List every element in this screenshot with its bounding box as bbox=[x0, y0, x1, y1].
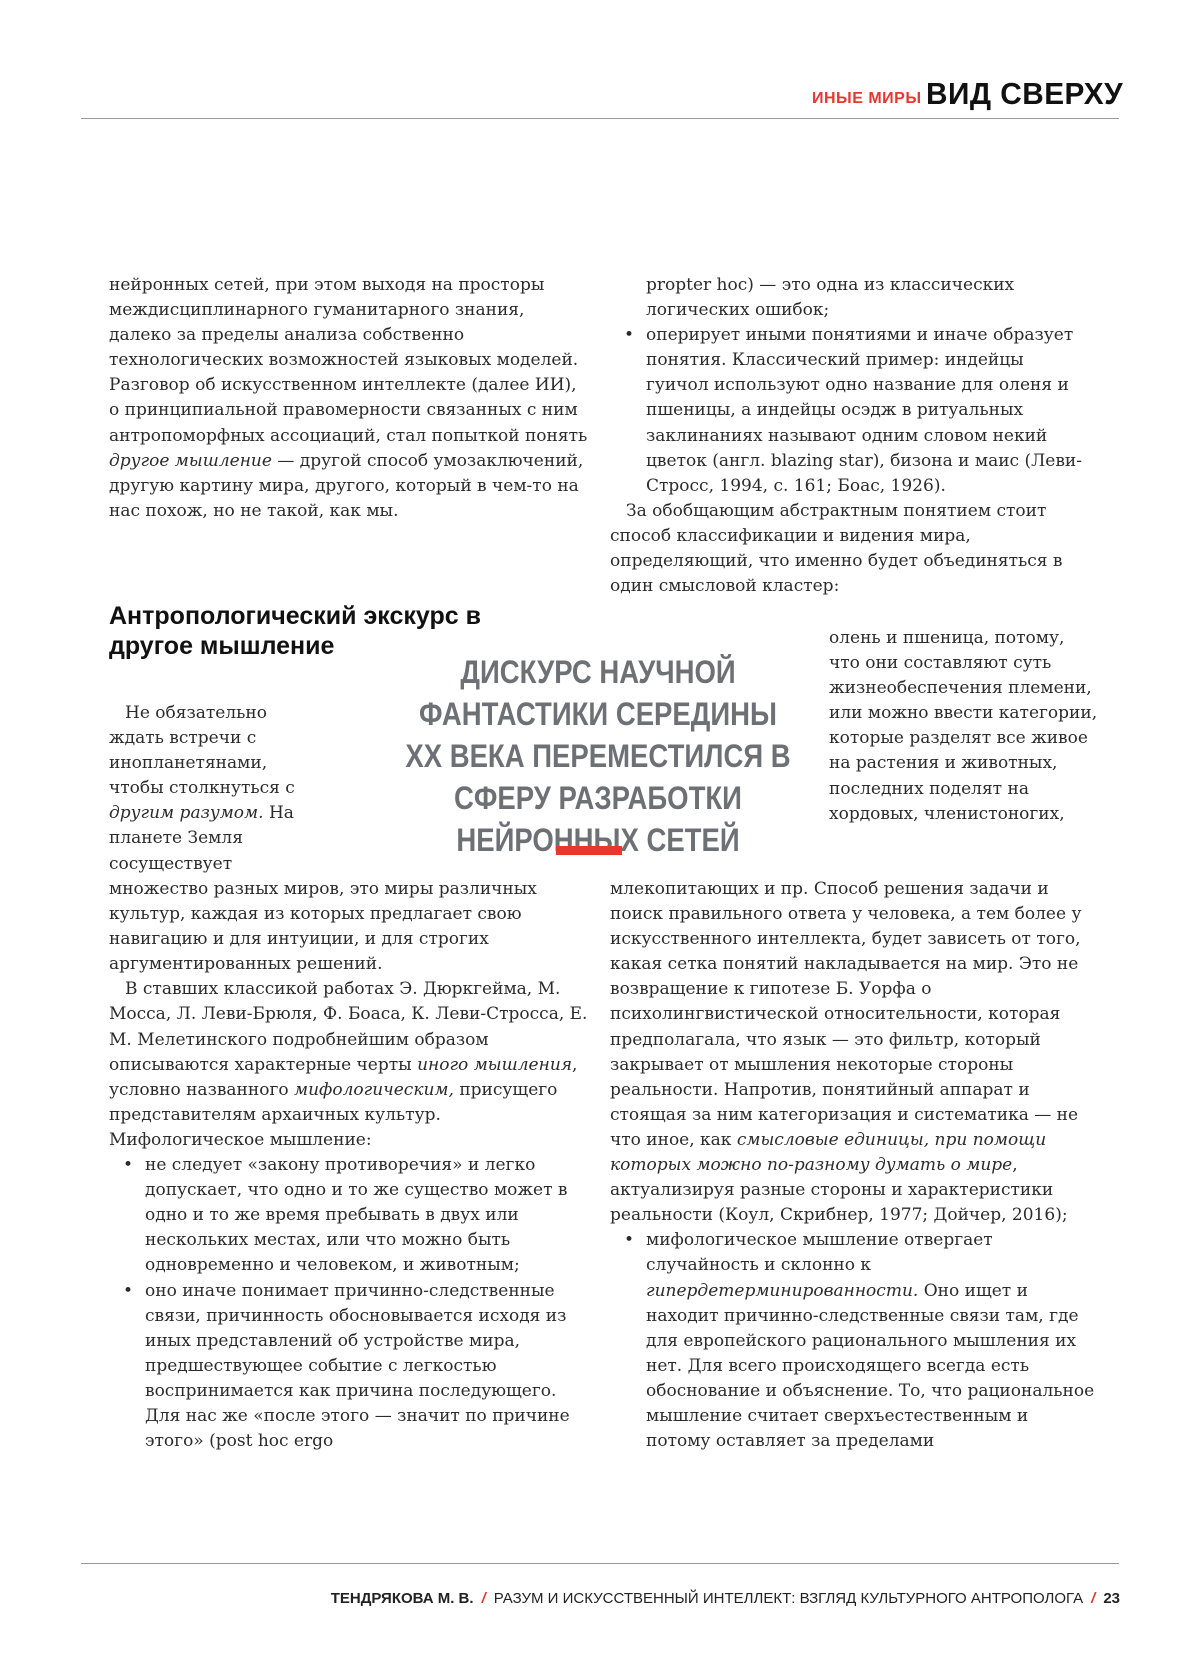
pull-quote: ДИСКУРС НАУЧНОЙ ФАНТАСТИКИ СЕРЕДИНЫ XX ВЕКА ПЕРЕМЕСТИЛСЯ В СФЕРУ РАЗРАБОТКИ НЕЙРОННЫХ СЕТЕЙ bbox=[404, 651, 793, 861]
list-item: • не следует «закону противоречия» и легко допускает, что одно и то же существо может в одно и то же время пребывать в двух или нескольких местах, или что можно быть одновременно и человеком, и животным; bbox=[109, 1153, 595, 1278]
footer-author: ТЕНДРЯКОВА М. В. bbox=[331, 1590, 474, 1607]
header-rule bbox=[81, 118, 1119, 119]
right-top-text bbox=[610, 273, 1090, 599]
slash-divider-icon: / bbox=[474, 1590, 494, 1607]
right-narrow-paragraph: олень и пшеница, потому, что они составляют суть жизнеобеспечения племени, или можно ввести категории, которые разделят все живое на растения и животных, последних поделят на хордовых, членистоногих, bbox=[829, 626, 1099, 827]
list-item: • оперирует иными понятиями и иначе образует понятия. Классический пример: индейцы гуичол используют одно название для оленя и пшеницы, а индейцы осэдж в ритуальных заклинаниях называют одним словом некий цветок (англ. blazing star), бизона и маис (Леви-Стросс, 1994, с. 161; Боас, 1926). bbox=[610, 323, 1090, 499]
pull-quote-accent-bar bbox=[556, 846, 622, 855]
section-heading: Антропологический экскурс в другое мышление bbox=[109, 601, 509, 661]
emphasis-other-mind: другим разумом. bbox=[109, 803, 264, 823]
rubric-label: ИНЫЕ МИРЫ bbox=[812, 90, 922, 108]
section-title: ВИД СВЕРХУ bbox=[926, 76, 1123, 112]
page-footer bbox=[331, 1590, 1120, 1607]
footer-rule bbox=[81, 1563, 1119, 1564]
footer-article-title: РАЗУМ И ИСКУССТВЕННЫЙ ИНТЕЛЛЕКТ: ВЗГЛЯД КУЛЬТУРНОГО АНТРОПОЛОГА bbox=[494, 1590, 1083, 1607]
right-main-text bbox=[610, 877, 1096, 1454]
left-narrow-paragraph: Не обязательно ждать встречи с инопланетянами, чтобы столкнуться с другим разумом. На планете Земля сосуществует bbox=[109, 701, 299, 877]
intro-paragraph: нейронных сетей, при этом выходя на просторы междисциплинарного гуманитарного знания, далеко за пределы анализа собственно технологических возможностей языковых моделей. Разговор об искусственном интеллекте (далее ИИ), о принципиальной правомерности связанных с ним антропоморфных ассоциаций, стал попыткой понять другое мышление — другой способ умозаключений, другую картину мира, другого, который в чем-то на нас похож, но не такой, как мы. bbox=[109, 273, 589, 524]
worlds-paragraph: множество разных миров, это миры различных культур, каждая из которых предлагает свою навигацию и для интуиции, и для строгих аргументированных решений. bbox=[109, 877, 595, 977]
list-item: • мифологическое мышление отвергает случайность и склонно к гипердетерминированности. Оно ищет и находит причинно-следственные связи там, где для европейского рационального мышления их нет. Для всего происходящего всегда есть обоснование и объяснение. То, что рациональное мышление считает сверхъестественным и потому оставляет за пределами bbox=[610, 1228, 1096, 1454]
left-top-paragraph bbox=[109, 273, 589, 524]
slash-divider-icon: / bbox=[1083, 1590, 1103, 1607]
list-item: • оно иначе понимает причинно-следственные связи, причинность обосновывается исходя из иных представлений об устройстве мира, предшествующее событие с легкостью воспринимается как причина последующего. Для нас же «после этого — значит по причине этого» (post hoc ergo bbox=[109, 1279, 595, 1455]
left-main-text bbox=[109, 877, 595, 1454]
emphasis-semantic-units: смысловые единицы, при помощи которых можно по-разному думать о мире bbox=[610, 1130, 1046, 1175]
emphasis-other-thinking: другое мышление bbox=[109, 451, 272, 471]
categorization-paragraph: млекопитающих и пр. Способ решения задачи и поиск правильного ответа у человека, а тем более у искусственного интеллекта, будет зависеть от того, какая сетка понятий накладывается на мир. Это не возвращение к гипотезе Б. Уорфа о психолингвистической относительности, которая предполагала, что язык — это фильтр, который закрывает от мышления некоторые стороны реальности. Напротив, понятийный аппарат и стоящая за ним категоризация и систематика — не что иное, как смысловые единицы, при помощи которых можно по-разному думать о мире, актуализируя разные стороны и характеристики реальности (Коул, Скрибнер, 1977; Дойчер, 2016); bbox=[610, 877, 1096, 1228]
classics-paragraph: В ставших классикой работах Э. Дюркгейма, М. Мосса, Л. Леви-Брюля, Ф. Боаса, К. Леви-Стросса, Е. М. Мелетинского подробнейшим образом описываются характерные черты иного мышления, условно названного мифологическим, присущего представителям архаичных культур. Мифологическое мышление: bbox=[109, 977, 595, 1153]
mythic-traits-list bbox=[109, 1153, 595, 1454]
page-number: 23 bbox=[1103, 1590, 1120, 1607]
generalization-paragraph: За обобщающим абстрактным понятием стоит способ классификации и видения мира, определяющий, что именно будет объединяться в один смысловой кластер: bbox=[610, 499, 1090, 599]
bullet-continuation: propter hoc) — это одна из классических логических ошибок; bbox=[610, 273, 1090, 323]
